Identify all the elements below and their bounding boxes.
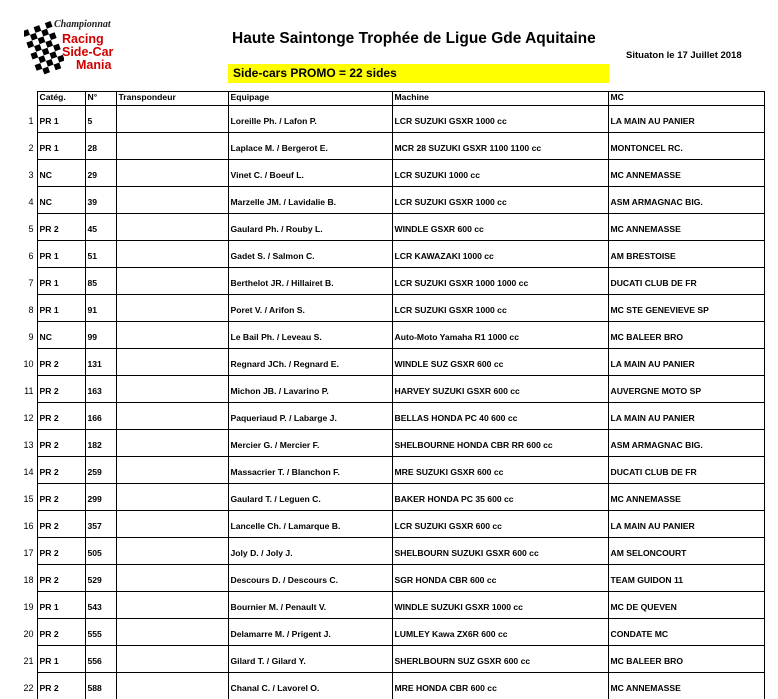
logo-racing: Racing — [62, 33, 104, 46]
row-index: 22 — [10, 673, 37, 699]
cell-numero: 529 — [85, 565, 116, 592]
table-row — [10, 376, 764, 403]
cell-machine: LCR SUZUKI GSXR 600 cc — [392, 511, 608, 538]
table-row — [10, 133, 764, 160]
header-mc: MC — [608, 92, 764, 106]
cell-categorie: PR 1 — [37, 268, 85, 295]
cell-categorie: PR 2 — [37, 673, 85, 699]
cell-categorie: PR 2 — [37, 430, 85, 457]
cell-equipage: Bournier M. / Penault V. — [228, 592, 392, 619]
cell-categorie: NC — [37, 160, 85, 187]
cell-equipage: Poret V. / Arifon S. — [228, 295, 392, 322]
cell-transpondeur — [116, 160, 228, 187]
row-index: 7 — [10, 268, 37, 295]
cell-mc: TEAM GUIDON 11 — [608, 565, 764, 592]
row-index: 17 — [10, 538, 37, 565]
cell-mc: AM BRESTOISE — [608, 241, 764, 268]
cell-equipage: Laplace M. / Bergerot E. — [228, 133, 392, 160]
row-index: 8 — [10, 295, 37, 322]
cell-categorie: PR 1 — [37, 133, 85, 160]
cell-machine: MCR 28 SUZUKI GSXR 1100 1100 cc — [392, 133, 608, 160]
page-title: Haute Saintonge Trophée de Ligue Gde Aquitaine — [232, 30, 596, 48]
banner-text: Side-cars PROMO = 22 sides — [233, 66, 397, 80]
cell-machine: LUMLEY Kawa ZX6R 600 cc — [392, 619, 608, 646]
cell-mc: LA MAIN AU PANIER — [608, 349, 764, 376]
cell-transpondeur — [116, 376, 228, 403]
cell-mc: MC ANNEMASSE — [608, 484, 764, 511]
table-row — [10, 241, 764, 268]
row-index: 3 — [10, 160, 37, 187]
cell-transpondeur — [116, 511, 228, 538]
cell-categorie: PR 2 — [37, 214, 85, 241]
table-row — [10, 403, 764, 430]
cell-equipage: Gadet S. / Salmon C. — [228, 241, 392, 268]
cell-numero: 39 — [85, 187, 116, 214]
cell-equipage: Descours D. / Descours C. — [228, 565, 392, 592]
table-row — [10, 484, 764, 511]
row-index: 20 — [10, 619, 37, 646]
row-index: 4 — [10, 187, 37, 214]
row-index: 10 — [10, 349, 37, 376]
cell-categorie: PR 2 — [37, 484, 85, 511]
table-row — [10, 511, 764, 538]
logo-championnat: Championnat — [54, 19, 111, 30]
cell-transpondeur — [116, 538, 228, 565]
cell-machine: MRE HONDA CBR 600 cc — [392, 673, 608, 699]
cell-numero: 45 — [85, 214, 116, 241]
table-row — [10, 106, 764, 133]
cell-categorie: NC — [37, 322, 85, 349]
row-index: 16 — [10, 511, 37, 538]
table-row — [10, 538, 764, 565]
logo-mania: Mania — [76, 59, 111, 72]
cell-categorie: PR 1 — [37, 106, 85, 133]
cell-transpondeur — [116, 106, 228, 133]
cell-categorie: PR 2 — [37, 349, 85, 376]
header-machine: Machine — [392, 92, 608, 106]
cell-machine: MRE SUZUKI GSXR 600 cc — [392, 457, 608, 484]
cell-transpondeur — [116, 241, 228, 268]
entries-table — [10, 91, 765, 699]
cell-mc: DUCATI CLUB DE FR — [608, 268, 764, 295]
cell-transpondeur — [116, 214, 228, 241]
cell-numero: 505 — [85, 538, 116, 565]
cell-categorie: PR 2 — [37, 457, 85, 484]
cell-transpondeur — [116, 484, 228, 511]
cell-categorie: PR 2 — [37, 403, 85, 430]
table-row — [10, 619, 764, 646]
cell-numero: 131 — [85, 349, 116, 376]
row-index: 21 — [10, 646, 37, 673]
table-row — [10, 295, 764, 322]
cell-equipage: Lancelle Ch. / Lamarque B. — [228, 511, 392, 538]
cell-equipage: Vinet C. / Boeuf L. — [228, 160, 392, 187]
table-row — [10, 214, 764, 241]
cell-machine: BELLAS HONDA PC 40 600 cc — [392, 403, 608, 430]
cell-equipage: Delamarre M. / Prigent J. — [228, 619, 392, 646]
cell-equipage: Le Bail Ph. / Leveau S. — [228, 322, 392, 349]
cell-numero: 259 — [85, 457, 116, 484]
table-row — [10, 322, 764, 349]
row-index: 18 — [10, 565, 37, 592]
cell-machine: SGR HONDA CBR 600 cc — [392, 565, 608, 592]
cell-equipage: Regnard JCh. / Regnard E. — [228, 349, 392, 376]
cell-machine: WINDLE SUZUKI GSXR 1000 cc — [392, 592, 608, 619]
cell-equipage: Massacrier T. / Blanchon F. — [228, 457, 392, 484]
cell-machine: SHELBOURN SUZUKI GSXR 600 cc — [392, 538, 608, 565]
row-index: 1 — [10, 106, 37, 133]
table-row — [10, 457, 764, 484]
cell-machine: LCR KAWAZAKI 1000 cc — [392, 241, 608, 268]
cell-transpondeur — [116, 430, 228, 457]
cell-numero: 543 — [85, 592, 116, 619]
table-row — [10, 349, 764, 376]
cell-machine: SHERLBOURN SUZ GSXR 600 cc — [392, 646, 608, 673]
cell-mc: ASM ARMAGNAC BIG. — [608, 187, 764, 214]
cell-transpondeur — [116, 268, 228, 295]
cell-mc: ASM ARMAGNAC BIG. — [608, 430, 764, 457]
cell-mc: LA MAIN AU PANIER — [608, 511, 764, 538]
cell-mc: MC ANNEMASSE — [608, 214, 764, 241]
cell-categorie: PR 1 — [37, 295, 85, 322]
cell-numero: 166 — [85, 403, 116, 430]
cell-equipage: Marzelle JM. / Lavidalie B. — [228, 187, 392, 214]
cell-numero: 29 — [85, 160, 116, 187]
cell-numero: 51 — [85, 241, 116, 268]
table-row — [10, 268, 764, 295]
cell-machine: LCR SUZUKI GSXR 1000 1000 cc — [392, 268, 608, 295]
header-equipage: Equipage — [228, 92, 392, 106]
row-index: 12 — [10, 403, 37, 430]
cell-machine: WINDLE SUZ GSXR 600 cc — [392, 349, 608, 376]
cell-numero: 299 — [85, 484, 116, 511]
cell-equipage: Paqueriaud P. / Labarge J. — [228, 403, 392, 430]
cell-machine: BAKER HONDA PC 35 600 cc — [392, 484, 608, 511]
table-row — [10, 673, 764, 699]
cell-mc: MC STE GENEVIEVE SP — [608, 295, 764, 322]
row-index: 9 — [10, 322, 37, 349]
cell-numero: 357 — [85, 511, 116, 538]
row-index: 6 — [10, 241, 37, 268]
cell-mc: MC ANNEMASSE — [608, 160, 764, 187]
cell-machine: LCR SUZUKI GSXR 1000 cc — [392, 187, 608, 214]
cell-categorie: PR 2 — [37, 376, 85, 403]
row-index: 13 — [10, 430, 37, 457]
cell-equipage: Joly D. / Joly J. — [228, 538, 392, 565]
cell-categorie: NC — [37, 187, 85, 214]
cell-categorie: PR 2 — [37, 511, 85, 538]
cell-transpondeur — [116, 403, 228, 430]
header-categorie: Catég. — [37, 92, 85, 106]
cell-mc: MC DE QUEVEN — [608, 592, 764, 619]
cell-mc: AUVERGNE MOTO SP — [608, 376, 764, 403]
table-row — [10, 187, 764, 214]
cell-mc: LA MAIN AU PANIER — [608, 106, 764, 133]
cell-numero: 182 — [85, 430, 116, 457]
cell-transpondeur — [116, 565, 228, 592]
cell-machine: WINDLE GSXR 600 cc — [392, 214, 608, 241]
cell-numero: 555 — [85, 619, 116, 646]
cell-transpondeur — [116, 349, 228, 376]
cell-numero: 588 — [85, 673, 116, 699]
status-date: Situaton le 17 Juillet 2018 — [626, 50, 742, 61]
header-index — [10, 92, 37, 106]
cell-mc: MONTONCEL RC. — [608, 133, 764, 160]
row-index: 11 — [10, 376, 37, 403]
cell-mc: LA MAIN AU PANIER — [608, 403, 764, 430]
cell-categorie: PR 1 — [37, 646, 85, 673]
cell-numero: 163 — [85, 376, 116, 403]
cell-mc: AM SELONCOURT — [608, 538, 764, 565]
table-row — [10, 565, 764, 592]
cell-mc: CONDATE MC — [608, 619, 764, 646]
cell-numero: 28 — [85, 133, 116, 160]
cell-equipage: Gaulard T. / Leguen C. — [228, 484, 392, 511]
cell-categorie: PR 1 — [37, 241, 85, 268]
header-transpondeur: Transpondeur — [116, 92, 228, 106]
cell-transpondeur — [116, 187, 228, 214]
cell-categorie: PR 1 — [37, 592, 85, 619]
logo-side-car: Side-Car — [62, 46, 113, 59]
cell-machine: SHELBOURNE HONDA CBR RR 600 cc — [392, 430, 608, 457]
cell-transpondeur — [116, 592, 228, 619]
cell-categorie: PR 2 — [37, 538, 85, 565]
cell-equipage: Chanal C. / Lavorel O. — [228, 673, 392, 699]
cell-equipage: Loreille Ph. / Lafon P. — [228, 106, 392, 133]
cell-equipage: Mercier G. / Mercier F. — [228, 430, 392, 457]
cell-equipage: Michon JB. / Lavarino P. — [228, 376, 392, 403]
cell-machine: LCR SUZUKI 1000 cc — [392, 160, 608, 187]
table-row — [10, 592, 764, 619]
cell-machine: LCR SUZUKI GSXR 1000 cc — [392, 106, 608, 133]
cell-transpondeur — [116, 673, 228, 699]
cell-machine: HARVEY SUZUKI GSXR 600 cc — [392, 376, 608, 403]
cell-machine: Auto-Moto Yamaha R1 1000 cc — [392, 322, 608, 349]
table-row — [10, 160, 764, 187]
cell-equipage: Berthelot JR. / Hillairet B. — [228, 268, 392, 295]
cell-mc: MC BALEER BRO — [608, 322, 764, 349]
cell-numero: 5 — [85, 106, 116, 133]
cell-numero: 99 — [85, 322, 116, 349]
row-index: 19 — [10, 592, 37, 619]
cell-equipage: Gilard T. / Gilard Y. — [228, 646, 392, 673]
row-index: 14 — [10, 457, 37, 484]
cell-transpondeur — [116, 295, 228, 322]
cell-transpondeur — [116, 619, 228, 646]
row-index: 2 — [10, 133, 37, 160]
table-row — [10, 430, 764, 457]
cell-mc: MC ANNEMASSE — [608, 673, 764, 699]
cell-machine: LCR SUZUKI GSXR 1000 cc — [392, 295, 608, 322]
cell-mc: MC BALEER BRO — [608, 646, 764, 673]
cell-numero: 85 — [85, 268, 116, 295]
cell-transpondeur — [116, 133, 228, 160]
row-index: 15 — [10, 484, 37, 511]
cell-transpondeur — [116, 457, 228, 484]
table-header-row — [10, 92, 764, 106]
banner — [228, 64, 609, 83]
row-index: 5 — [10, 214, 37, 241]
logo — [24, 19, 154, 79]
cell-categorie: PR 2 — [37, 565, 85, 592]
cell-numero: 91 — [85, 295, 116, 322]
cell-equipage: Gaulard Ph. / Rouby L. — [228, 214, 392, 241]
cell-transpondeur — [116, 322, 228, 349]
cell-categorie: PR 2 — [37, 619, 85, 646]
header-numero: N° — [85, 92, 116, 106]
cell-numero: 556 — [85, 646, 116, 673]
cell-mc: DUCATI CLUB DE FR — [608, 457, 764, 484]
